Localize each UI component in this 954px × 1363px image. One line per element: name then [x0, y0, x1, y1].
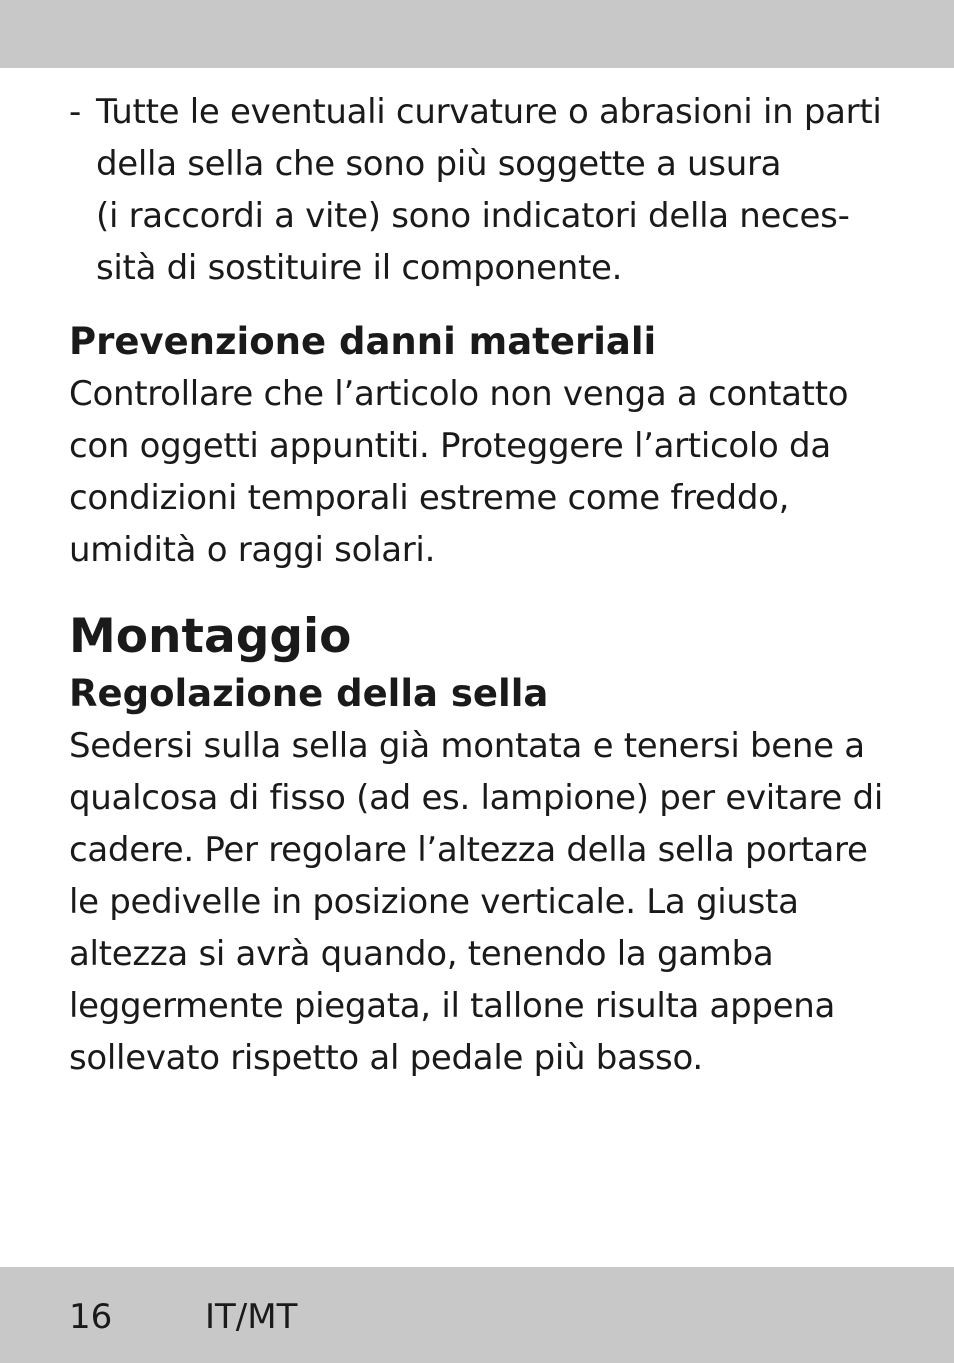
- saddle-adjustment-heading: Regolazione della sella: [69, 672, 549, 715]
- bullet-item: [69, 86, 919, 294]
- paragraph-line: condizioni temporali estreme come freddo,: [69, 478, 790, 518]
- paragraph-line: leggermente piegata, il tallone risulta appena: [69, 986, 836, 1026]
- bullet-line: Tutte le eventuali curvature o abrasioni in parti: [96, 92, 882, 132]
- page-number: 16: [69, 1297, 113, 1337]
- saddle-adjustment-paragraph: [69, 720, 919, 1084]
- page-content: [69, 86, 919, 1084]
- footer-band: [0, 1267, 954, 1363]
- paragraph-line: con oggetti appuntiti. Proteggere l’articolo da: [69, 426, 831, 466]
- prevention-paragraph: [69, 368, 919, 576]
- paragraph-line: umidità o raggi solari.: [69, 530, 436, 570]
- assembly-title: Montaggio: [69, 609, 352, 664]
- prevention-heading: Prevenzione danni materiali: [69, 320, 657, 363]
- header-band: [0, 0, 954, 68]
- paragraph-line: cadere. Per regolare l’altezza della sella portare: [69, 830, 868, 870]
- bullet-line: della sella che sono più soggette a usura: [96, 144, 782, 184]
- paragraph-line: Controllare che l’articolo non venga a contatto: [69, 374, 849, 414]
- paragraph-line: Sedersi sulla sella già montata e tenersi bene a: [69, 726, 865, 766]
- language-code: IT/MT: [205, 1297, 298, 1337]
- bullet-line: (i raccordi a vite) sono indicatori della neces-: [96, 196, 850, 236]
- paragraph-line: le pedivelle in posizione verticale. La giusta: [69, 882, 799, 922]
- paragraph-line: altezza si avrà quando, tenendo la gamba: [69, 934, 774, 974]
- paragraph-line: qualcosa di fisso (ad es. lampione) per evitare di: [69, 778, 883, 818]
- bullet-line: sità di sostituire il componente.: [96, 248, 623, 288]
- paragraph-line: sollevato rispetto al pedale più basso.: [69, 1038, 703, 1078]
- bullet-dash: -: [69, 92, 81, 132]
